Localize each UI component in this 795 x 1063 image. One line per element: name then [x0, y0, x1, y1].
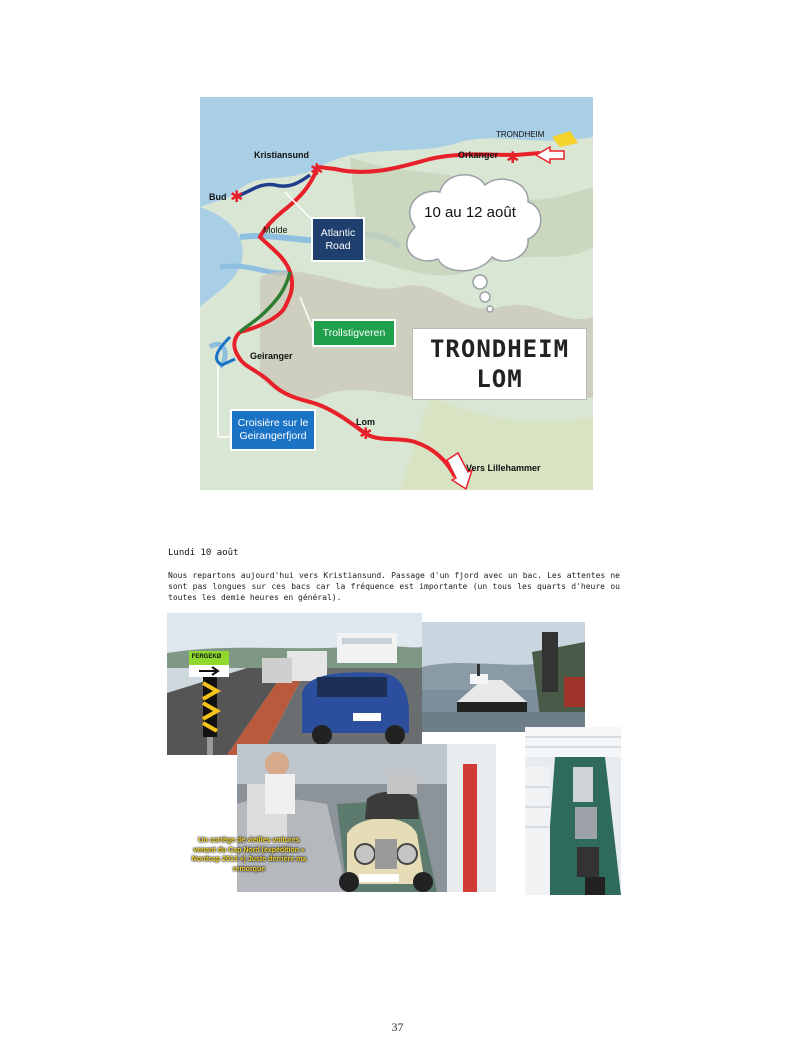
trollstigveren-text: Trollstigveren	[322, 326, 386, 339]
photo-caption: Un cortège de vieilles voitures venant du Cap Nord (expédition « Nordcap 2013 ») Juste derrière ma remorque	[191, 837, 307, 873]
croisiere-text: Croisière sur le Geirangerfjord	[237, 417, 309, 442]
map-title-box	[412, 328, 587, 400]
page-number: 37	[391, 1020, 404, 1034]
svg-text:✱: ✱	[310, 160, 324, 179]
sign-fergeko: FERGEKØ	[191, 654, 222, 660]
photo-vintage-cars	[191, 744, 496, 892]
atlantic-road-text: Atlantic Road	[320, 226, 356, 252]
city-orkanger: Orkanger	[458, 150, 499, 160]
label-trollstigveren	[312, 319, 396, 347]
svg-text:✱: ✱	[230, 187, 244, 206]
svg-text:✱: ✱	[359, 424, 373, 443]
date-heading: Lundi 10 août	[168, 548, 239, 558]
city-vers-lillehammer: Vers Lillehammer	[466, 463, 541, 473]
photo-ferry-deck	[525, 727, 621, 895]
city-kristiansund: Kristiansund	[254, 150, 310, 160]
photo-ferry-queue	[167, 613, 422, 755]
city-lom: Lom	[356, 417, 375, 427]
svg-text:✱: ✱	[506, 148, 520, 167]
city-trondheim: TRONDHEIM	[496, 130, 545, 139]
label-atlantic-road	[311, 217, 365, 262]
city-bud: Bud	[209, 192, 227, 202]
label-croisiere	[230, 409, 316, 451]
city-geiranger: Geiranger	[250, 351, 293, 361]
route-map	[200, 97, 593, 490]
body-paragraph: Nous repartons aujourd'hui vers Kristiansund. Passage d'un fjord avec un bac. Les attentes ne sont pas longues sur ces bacs car la fréquence est importante (un tous les quarts d'heure ou toutes les demie heures en général).	[168, 571, 620, 602]
map-title-line2: LOM	[476, 365, 523, 393]
city-molde: Molde	[263, 225, 288, 235]
photo-ferry-arriving	[422, 622, 585, 732]
cloud-dates: 10 au 12 août	[424, 204, 516, 221]
map-title-line1: TRONDHEIM	[429, 335, 570, 363]
